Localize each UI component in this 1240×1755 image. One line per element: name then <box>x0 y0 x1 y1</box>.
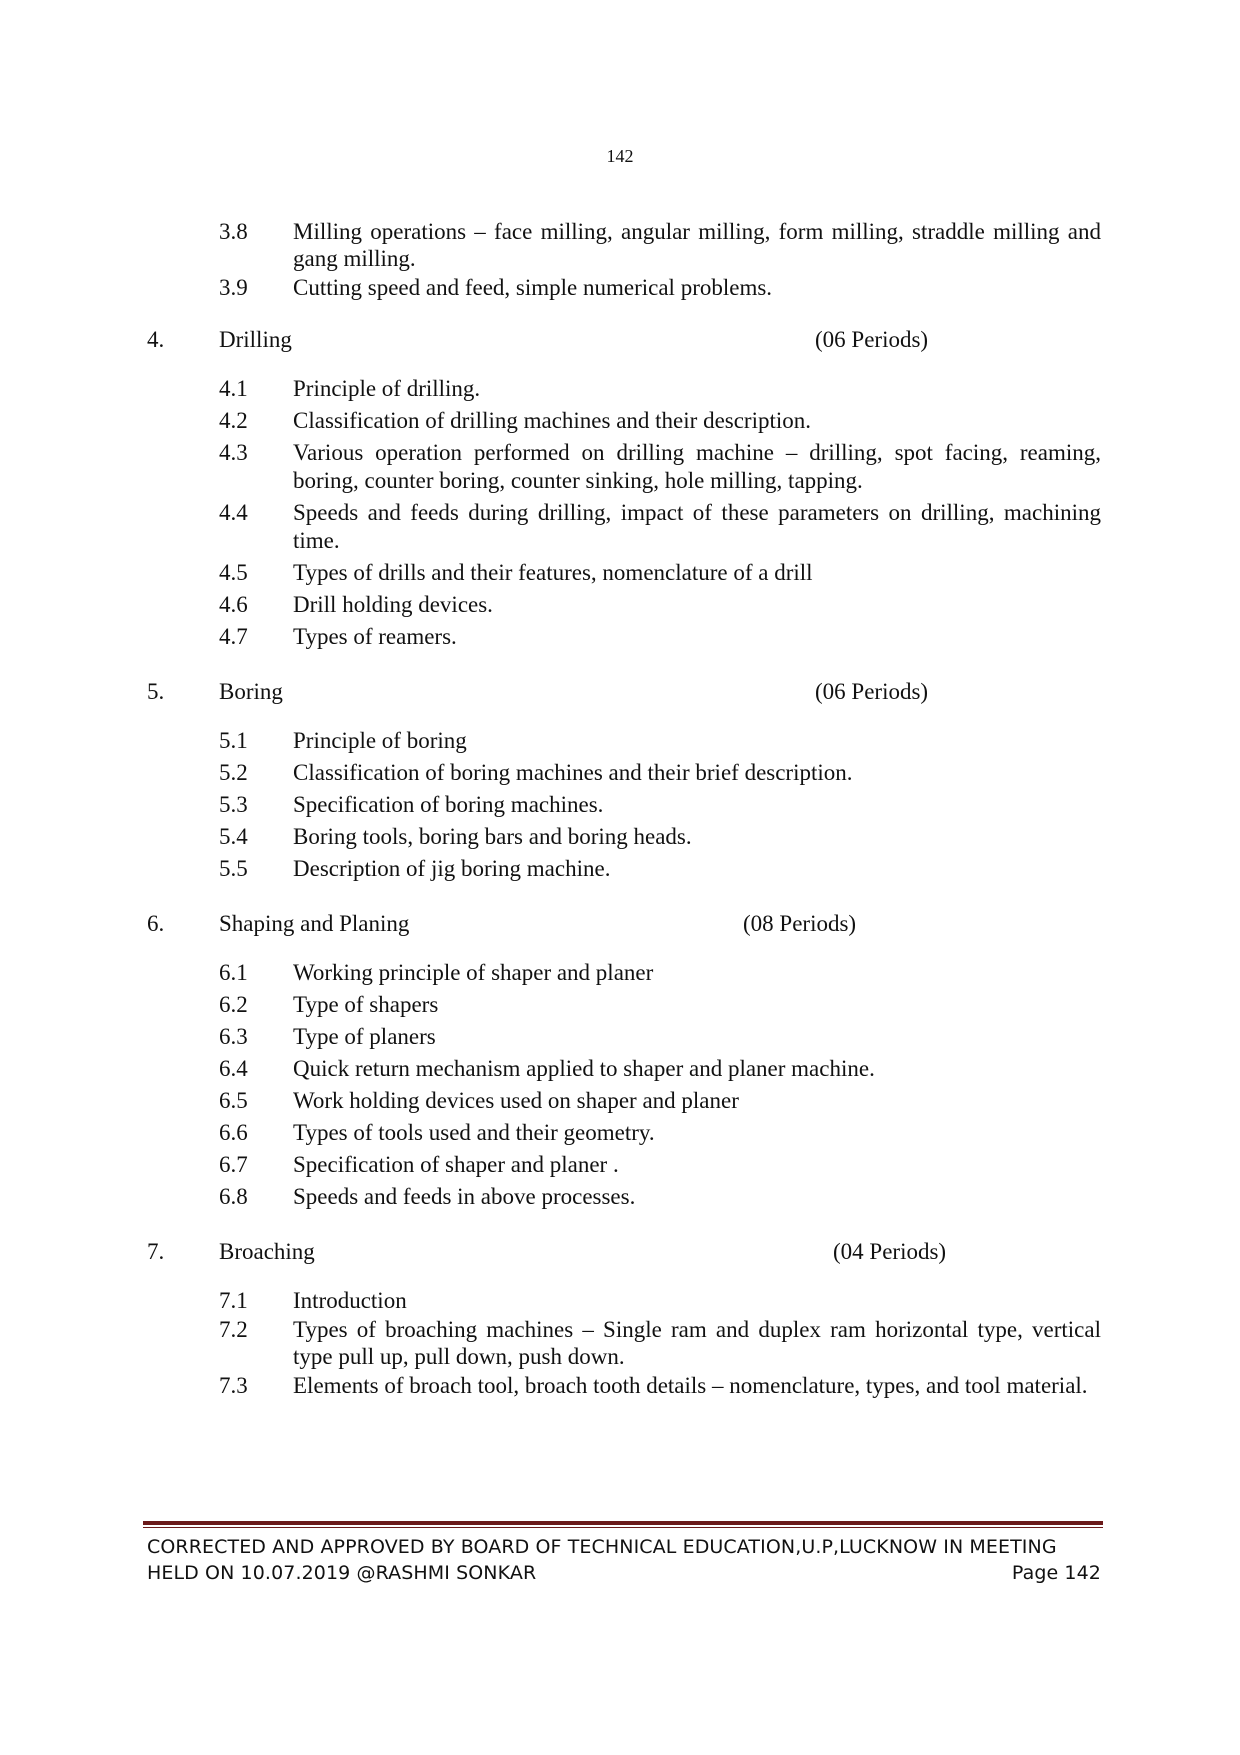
list-item <box>0 1023 1240 1051</box>
item-number: 6.8 <box>219 1184 248 1209</box>
item-text: Quick return mechanism applied to shaper and planer machine. <box>293 1056 875 1081</box>
item-text: Specification of boring machines. <box>293 792 604 817</box>
item-number: 4.1 <box>219 376 248 401</box>
item-text: Principle of drilling. <box>293 376 481 401</box>
item-text: Type of planers <box>293 1024 436 1049</box>
section-boring <box>0 677 1240 883</box>
item-number: 4.3 <box>219 440 248 465</box>
item-text: Classification of drilling machines and their description. <box>293 408 812 433</box>
item-number: 5.1 <box>219 728 248 753</box>
section-title: Drilling <box>219 327 292 352</box>
list-item <box>0 959 1240 987</box>
item-text: Types of reamers. <box>293 624 457 649</box>
item-number: 5.3 <box>219 792 248 817</box>
item-text: Speeds and feeds in above processes. <box>293 1184 636 1209</box>
footer-page-label: Page 142 <box>1011 1562 1101 1584</box>
item-number: 7.2 <box>219 1317 248 1342</box>
spacer <box>0 887 1240 909</box>
footer-meeting-info: HELD ON 10.07.2019 @RASHMI SONKAR <box>147 1562 537 1584</box>
list-item <box>0 439 1240 495</box>
footer-divider-thin <box>143 1527 1103 1528</box>
list-item <box>0 791 1240 819</box>
item-text: Cutting speed and feed, simple numerical problems. <box>293 275 773 300</box>
section-number: 7. <box>147 1239 165 1264</box>
item-text: Types of drills and their features, nomenclature of a drill <box>293 560 813 585</box>
section-3-continued <box>0 218 1240 301</box>
section-number: 6. <box>147 911 165 936</box>
syllabus-content <box>0 218 1240 1401</box>
section-heading <box>0 677 1240 707</box>
list-item <box>0 1151 1240 1179</box>
section-shaping-planing <box>0 909 1240 1211</box>
list-item <box>0 218 1240 272</box>
footer-second-line <box>147 1560 1101 1586</box>
section-title: Broaching <box>219 1239 315 1264</box>
item-number: 7.1 <box>219 1288 248 1313</box>
list-item <box>0 855 1240 883</box>
item-text: Types of tools used and their geometry. <box>293 1120 655 1145</box>
list-item <box>0 1087 1240 1115</box>
section-number: 4. <box>147 327 165 352</box>
item-text: Elements of broach tool, broach tooth details – nomenclature, types, and tool material. <box>293 1373 1088 1398</box>
item-text: Introduction <box>293 1288 407 1313</box>
item-text: Types of broaching machines – Single ram and duplex ram horizontal type, vertical type pull up, pull down, push down. <box>293 1317 1101 1369</box>
item-number: 4.5 <box>219 560 248 585</box>
footer-divider <box>143 1521 1103 1525</box>
item-number: 4.2 <box>219 408 248 433</box>
list-item <box>0 274 1240 301</box>
item-number: 6.5 <box>219 1088 248 1113</box>
item-text: Various operation performed on drilling machine – drilling, spot facing, reaming, boring, counter boring, counter sinking, hole milling, tapping. <box>293 440 1101 493</box>
item-number: 5.2 <box>219 760 248 785</box>
section-heading <box>0 325 1240 355</box>
section-periods: (08 Periods) <box>743 911 857 936</box>
list-item <box>0 499 1240 555</box>
list-item <box>0 727 1240 755</box>
item-text: Work holding devices used on shaper and planer <box>293 1088 739 1113</box>
item-number: 6.4 <box>219 1056 248 1081</box>
item-number: 6.1 <box>219 960 248 985</box>
item-number: 5.5 <box>219 856 248 881</box>
list-item <box>0 1316 1240 1370</box>
item-text: Principle of boring <box>293 728 467 753</box>
item-number: 3.9 <box>219 275 248 300</box>
footer-approval-line: CORRECTED AND APPROVED BY BOARD OF TECHNICAL EDUCATION,U.P,LUCKNOW IN MEETING <box>147 1536 1057 1558</box>
section-number: 5. <box>147 679 165 704</box>
item-text: Speeds and feeds during drilling, impact of these parameters on drilling, machining time. <box>293 500 1101 553</box>
item-number: 5.4 <box>219 824 248 849</box>
list-item <box>0 1119 1240 1147</box>
item-text: Specification of shaper and planer . <box>293 1152 619 1177</box>
section-title: Boring <box>219 679 283 704</box>
list-item <box>0 1055 1240 1083</box>
list-item <box>0 991 1240 1019</box>
section-drilling <box>0 325 1240 651</box>
list-item <box>0 1372 1240 1399</box>
item-number: 4.4 <box>219 500 248 525</box>
section-periods: (06 Periods) <box>815 679 929 704</box>
item-number: 4.7 <box>219 624 248 649</box>
item-number: 3.8 <box>219 219 248 244</box>
section-broaching <box>0 1237 1240 1399</box>
list-item <box>0 559 1240 587</box>
item-number: 6.3 <box>219 1024 248 1049</box>
list-item <box>0 623 1240 651</box>
list-item <box>0 1287 1240 1314</box>
section-periods: (04 Periods) <box>833 1239 947 1264</box>
list-item <box>0 591 1240 619</box>
item-number: 6.7 <box>219 1152 248 1177</box>
spacer <box>0 1215 1240 1237</box>
list-item <box>0 407 1240 435</box>
item-text: Type of shapers <box>293 992 439 1017</box>
item-number: 6.2 <box>219 992 248 1017</box>
item-number: 4.6 <box>219 592 248 617</box>
spacer <box>0 655 1240 677</box>
item-number: 6.6 <box>219 1120 248 1145</box>
section-title: Shaping and Planing <box>219 911 410 936</box>
page-footer <box>147 1534 1101 1586</box>
list-item <box>0 823 1240 851</box>
spacer <box>0 303 1240 325</box>
item-number: 7.3 <box>219 1373 248 1398</box>
item-text: Working principle of shaper and planer <box>293 960 654 985</box>
item-text: Boring tools, boring bars and boring heads. <box>293 824 692 849</box>
section-periods: (06 Periods) <box>815 327 929 352</box>
item-text: Description of jig boring machine. <box>293 856 611 881</box>
list-item <box>0 1183 1240 1211</box>
item-text: Drill holding devices. <box>293 592 493 617</box>
section-heading <box>0 1237 1240 1267</box>
page-number: 142 <box>606 146 634 166</box>
section-heading <box>0 909 1240 939</box>
item-text: Milling operations – face milling, angular milling, form milling, straddle milling and gang milling. <box>293 219 1101 271</box>
item-text: Classification of boring machines and their brief description. <box>293 760 853 785</box>
list-item <box>0 375 1240 403</box>
list-item <box>0 759 1240 787</box>
